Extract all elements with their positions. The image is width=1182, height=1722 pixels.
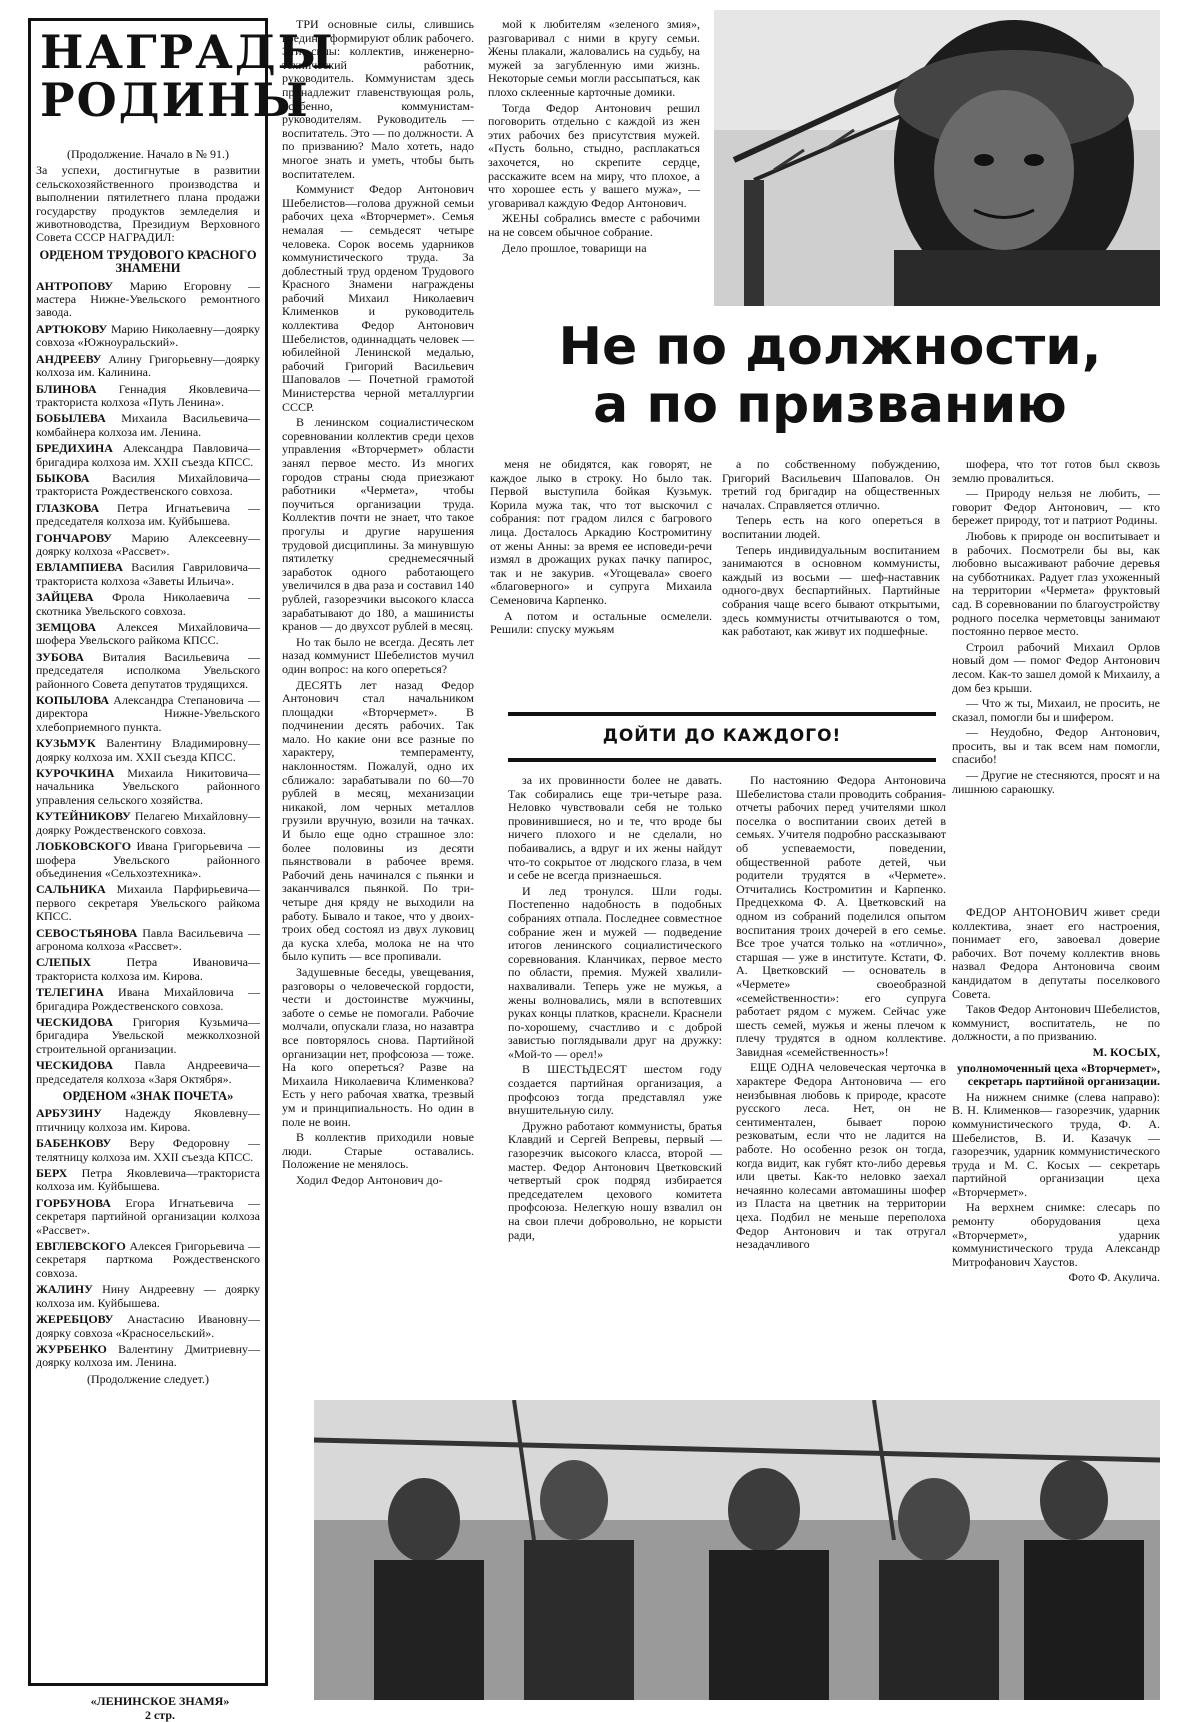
- continued-end: (Продолжение следует.): [87, 1371, 209, 1386]
- award-recipient-name: АРТЮКОВУ: [36, 321, 108, 336]
- award-recipient-details: Ивана Григорьевича — шофера Увельского районного объединения «Сельхозтехника».: [36, 839, 260, 880]
- award-recipient-details: Александра Павловича—бригадира колхоза им. XXII съезда КПСС.: [36, 441, 260, 469]
- award-recipient-name: ГЛАЗКОВА: [36, 500, 100, 515]
- award-entry: [36, 1059, 260, 1086]
- award-recipient-details: Михаила Васильевича—комбайнера колхоза им. Ленина.: [36, 411, 260, 439]
- page-footer: [60, 1694, 260, 1722]
- article-paragraph: И лед тронулся. Шли годы. Постепенно надобность в подобных собраниях отпала. Последнее совместное собрание жен и мужей — подведение итогов ленинского социалистического соревнования. Кланчиках, первое место по области, премия. Мужей хвалили-нахваливали. Теперь уже не мужья, а жены волновались, мяли в вспотевших руках концы платков, краснели. Краснели по-хорошему, счастливо и с доброй завистью поглядывали друг на дружку: «Мой-то — орел!»: [508, 883, 722, 1061]
- award-entry: [36, 694, 260, 734]
- award-entry: [36, 353, 260, 380]
- article-paragraph: — Природу нельзя не любить, — говорит Федор Антонович, — кто бережет природу, тот и патриот Родины.: [952, 486, 1160, 528]
- article-paragraph: Но так было не всегда. Десять лет назад коммунист Шебелистов мучил один вопрос: на кого опереться?: [282, 634, 474, 676]
- award-list-1: [36, 280, 260, 1086]
- award-recipient-name: ГОРБУНОВА: [36, 1195, 111, 1210]
- award-recipient-details: Алексея Михайловича—шофера Увельского райкома КПСС.: [36, 620, 260, 648]
- article-paragraph: Любовь к природе он воспитывает и в рабочих. Посмотрели бы вы, как любовно высаживают рабочие деревья на субботниках. Радует глаз ухоженный на территории «Чермета» фруктовый сад. В соревновании по благоустройству родного поселка черметовцы занимают постоянно первое место.: [952, 528, 1160, 639]
- award-recipient-details: Нину Андреевну — доярку колхоза им. Куйбышева.: [36, 1282, 260, 1310]
- award-recipient-details: Марию Егоровну — мастера Нижне-Увельского ремонтного завода.: [36, 278, 260, 320]
- award-entry: [36, 883, 260, 923]
- article-paragraph: Ходил Федор Антонович до-: [296, 1172, 443, 1187]
- article-paragraph: Теперь есть на кого опереться в воспитании людей.: [722, 513, 940, 541]
- award-list-2: [36, 1107, 260, 1369]
- awards-title-line1: НАГРАДЫ: [40, 25, 335, 79]
- workers-group-photo-illustration: [314, 1400, 1160, 1700]
- award-entry: [36, 927, 260, 954]
- award-entry: [36, 591, 260, 618]
- award-recipient-details: Петра Ивановича— тракториста колхоза им. Кирова.: [36, 955, 260, 983]
- article-col-2: [488, 18, 700, 308]
- headline-line-1: Не по должности,: [558, 317, 1102, 377]
- awards-list: [36, 148, 260, 1389]
- award-entry: [36, 442, 260, 469]
- award-recipient-name: КУТЕЙНИКОВУ: [36, 809, 131, 824]
- awards-title-line2: РОДИНЫ: [40, 73, 310, 127]
- award-recipient-name: АНТРОПОВУ: [36, 278, 114, 293]
- author-signature: М. КОСЫХ,: [1092, 1044, 1160, 1059]
- award-recipient-name: БЕРХ: [36, 1166, 68, 1181]
- award-recipient-name: ТЕЛЕГИНА: [36, 985, 104, 1000]
- award-entry: [36, 956, 260, 983]
- article-paragraph: ЕЩЕ ОДНА человеческая черточка в характере Федора Антоновича — его неизбывная любовь к природе, красоте русского леса. Нет, он не сентиментален, бывает порою резковатым, если что не ладится на работе. Но особенно резок он тогда, когда видит, как губят кто-либо деревья или цветы. Как-то неловко заехал нечаянно колесами автомашины шофер из Пласта на цветник на территории цеха. Подбил не меньше переполоха Федор Антонович и так отругал незадачливого: [736, 1060, 946, 1252]
- award-recipient-name: СЛЕПЫХ: [36, 955, 92, 970]
- worker-photo-illustration: [714, 10, 1160, 306]
- award-recipient-name: КУЗЬМУК: [36, 736, 96, 751]
- award-entry: [36, 737, 260, 764]
- continued-note: (Продолжение. Начало в № 91.): [67, 148, 229, 161]
- award-recipient-details: Григория Кузьмича—бригадира Увельской межколхозной строительной организации.: [36, 1014, 260, 1056]
- award-recipient-details: Марию Алексеевну—доярку колхоза «Рассвет».: [36, 530, 260, 558]
- awards-title: [40, 25, 335, 127]
- award-recipient-details: Алексея Григорьевича — секретаря парткома Рождественского совхоза.: [36, 1239, 260, 1280]
- award-entry: [36, 840, 260, 880]
- award-entry: [36, 323, 260, 350]
- article-paragraph: Дружно работают коммунисты, братья Клавдий и Сергей Вепревы, первый — газорезчик высокого класса, второй — мастер. Федор Антонович Цветковский четвертый срок подряд избирается председателем цехового комитета профсоюза. Нелегкую ношу взвалил он на свои плечи добровольно, не корысти ради,: [508, 1118, 722, 1242]
- award-recipient-name: ЗУБОВА: [36, 649, 84, 664]
- award-recipient-name: ЕВГЛЕВСКОГО: [36, 1239, 126, 1254]
- article-paragraph: — Что ж ты, Михаил, не просить, не сказал, помогли бы и шифером.: [952, 696, 1160, 724]
- lower-photo: [314, 1400, 1160, 1700]
- order-heading-2: ОРДЕНОМ «ЗНАК ПОЧЕТА»: [62, 1089, 234, 1103]
- award-recipient-details: Марию Николаевну—доярку совхоза «Южноуральский».: [36, 321, 260, 350]
- award-recipient-name: БАБЕНКОВУ: [36, 1136, 112, 1151]
- award-entry: [36, 472, 260, 499]
- award-recipient-details: Василия Михайловича— тракториста Рождественского совхоза.: [36, 470, 260, 499]
- article-paragraph: ЖЕНЫ собрались вместе с рабочими на не совсем обычное собрание.: [488, 211, 700, 239]
- article-paragraph: Строил рабочий Михаил Орлов новый дом — помог Федор Антонович лесом. Как-то зашел домой к Михаилу, а дом без крыши.: [952, 639, 1160, 695]
- award-entry: [36, 1016, 260, 1056]
- article-paragraph: — Другие не стесняются, просят и на лишнюю сараюшку.: [952, 768, 1160, 796]
- award-entry: [36, 383, 260, 410]
- article-paragraph: В ленинском социалистическом соревновании коллектив среди цехов управления «Вторчермет» области занял первое место. Из многих городов страны сюда приезжают работники «Чермета», чтобы поучиться организации труда. Коллектив почти не знает, что такое прогулы и другие нарушения трудовой дисциплины. За минувшую пятилетку среднемесячный заработок одного работающего увеличился в два раза и составил 140 рублей, газорезчики высокого класса зарабатывают до 180, а машинисты кранов — до двухсот рублей в месяц.: [282, 415, 474, 634]
- article-paragraph: ФЕДОР АНТОНОВИЧ живет среди коллектива, знает его настроения, понимает его, завоевал доверие рабочих. Вот почему коллектив вновь назвал Федора Антоновича своим кандидатом в депутаты поселкового Совета.: [952, 906, 1160, 1001]
- article-col-4b: [736, 774, 946, 1384]
- award-entry: [36, 621, 260, 648]
- award-recipient-details: Михаила Никитовича—начальника Увельского районного управления сельского хозяйства.: [36, 766, 260, 807]
- article-paragraph: Таков Федор Антонович Шебелистов, коммунист, воспитатель, не по должности, а по призванию.: [952, 1002, 1160, 1044]
- award-recipient-details: Павла Васильевича — агронома колхоза «Рассвет».: [36, 925, 260, 953]
- award-entry: [36, 532, 260, 559]
- page-number: 2 стр.: [144, 1708, 176, 1722]
- article-paragraph: шофера, что тот готов был сквозь землю провалиться.: [952, 458, 1160, 485]
- article-paragraph: ДЕСЯТЬ лет назад Федор Антонович стал начальником площадки «Вторчермет». В подчинении десять рабочих. Так мало. Но какие они все разные по характеру, темпераменту, наклонностям. Пожалуй, одно их сближало: зарабатывали по 60—70 рублей в месяц, механизации никакой, лом черных металлов грузили вручную, возили на тачках. И было еще одно страшное зло: более половины из десяти пьянствовали в рабочее время. Рабочий день начинался с пьянки и заканчивался пьянкой. По три-четыре дня кряду не выходили на работу. Бывало и такое, что у двоих-троих обед состоял из двух луковиц да куска хлеба, молока не на что было купить — все пропивали.: [282, 677, 474, 964]
- award-entry: [36, 561, 260, 588]
- award-recipient-name: ЧЕСКИДОВА: [36, 1014, 114, 1029]
- award-recipient-details: Фрола Николаевича — скотника Увельского совхоза.: [36, 590, 260, 618]
- article-paragraph: Теперь индивидуальным воспитанием занимаются в основном коммунисты, каждый из восьми — шеф-наставник одного-двух беспартийных. Партийные собрания чаще всего бывают открытыми, здесь коммунисты отчитываются о том, как работают, как живут их подшефные.: [722, 542, 940, 639]
- award-recipient-details: Василия Гавриловича—тракториста колхоза «Заветы Ильича».: [36, 560, 260, 588]
- subhead-rule-top: [508, 712, 936, 716]
- article-col-5: [952, 458, 1160, 898]
- award-recipient-details: Павла Андреевича—председателя колхоза «Заря Октября».: [36, 1058, 260, 1086]
- award-entry: [36, 412, 260, 439]
- award-entry: [36, 651, 260, 691]
- award-recipient-name: БРЕДИХИНА: [36, 441, 113, 456]
- article-headline: [510, 318, 1150, 434]
- award-recipient-name: КОПЫЛОВА: [36, 693, 110, 708]
- upper-photo: [714, 10, 1160, 306]
- award-recipient-name: ЗЕМЦОВА: [36, 620, 97, 634]
- award-recipient-name: ЛОБКОВСКОГО: [36, 839, 132, 854]
- award-entry: [36, 1313, 260, 1340]
- award-entry: [36, 502, 260, 529]
- award-recipient-name: СЕВОСТЬЯНОВА: [36, 925, 138, 940]
- award-recipient-details: Егора Игнатьевича — секретаря партийной организации колхоза «Рассвет».: [36, 1195, 260, 1237]
- subhead: ДОЙТИ ДО КАЖДОГО!: [602, 726, 842, 746]
- lower-photo-caption: На нижнем снимке (слева направо): В. Н. Клименков— газорезчик, ударник коммунистического труда, Ф. А. Шебелистов, В. И. Казачук — газорезчик, ударник коммунистического труда и М. С. Косых — секретарь партийной организации цеха «Вторчермет».: [952, 1089, 1160, 1199]
- award-recipient-details: Валентину Владимировну— доярку колхоза им. XXII съезда КПСС.: [36, 736, 260, 764]
- award-entry: [36, 986, 260, 1013]
- article-paragraph: По настоянию Федора Антоновича Шебелистова стали проводить собрания-отчеты рабочих перед учителями школ поселка о воспитании своих детей в семьях. Учителя подробно рассказывают об успеваемости, поведении, общественной работе детей, чьи родители трудятся в «Чермете». Отчитались Костромитин и Карпенко. Предцехкома Ф. А. Цветковский на одном из собраний поделился опытом воспитания троих дочерей в его семье. Все трое учатся только на «отлично», старшая — уже в институте. Кстати, Ф. А. Цветковский — основатель в «Чермете» своеобразной «семейственности»: его супруга работает рядом с мужем. Сейчас уже шесть семей, мужья и жены плечом к плечу трудятся в одном коллективе. Завидная «семейственность»!: [736, 774, 946, 1059]
- photo-credit: Фото Ф. Акулича.: [1068, 1270, 1160, 1285]
- award-recipient-name: БЫКОВА: [36, 470, 90, 485]
- article-col-5b: [952, 906, 1160, 1390]
- award-recipient-name: ЕВЛАМПИЕВА: [36, 560, 124, 575]
- award-recipient-details: Петра Игнатьевича —председателя колхоза им. Куйбышева.: [36, 500, 260, 529]
- award-recipient-details: Пелагею Михайловну—доярку Рождественского совхоза.: [36, 809, 260, 837]
- article-paragraph: ТРИ основные силы, слившись воедино, формируют облик рабочего. Эти силы: коллектив, инженерно-технический работник, руководитель. Коммунистам здесь принадлежит главенствующая роль, особенно, коммунистам-руководителям. Руководитель — воспитатель. Это — по должности. А по призванию? Мало хотеть, надо многое знать и уметь, чтобы быть воспитателем.: [282, 18, 474, 181]
- award-recipient-details: Валентину Дмитриевну— доярку колхоза им. Ленина.: [36, 1341, 260, 1370]
- award-recipient-details: Веру Федоровну — телятницу колхоза им. XXII съезда КПСС.: [36, 1136, 260, 1164]
- award-recipient-name: БЛИНОВА: [36, 381, 97, 396]
- award-entry: [36, 280, 260, 320]
- article-col-3b: [508, 774, 722, 1384]
- article-col-1: [282, 18, 474, 1398]
- article-paragraph: В ШЕСТЬДЕСЯТ шестом году создается партийная организация, а профсоюз тогда представлял уже внушительную силу.: [508, 1062, 722, 1118]
- award-recipient-details: Петра Яковлевича—тракториста колхоза им. Куйбышева.: [36, 1166, 260, 1194]
- award-entry: [36, 1107, 260, 1134]
- award-recipient-name: САЛЬНИКА: [36, 882, 106, 897]
- author-role: уполномоченный цеха «Вторчермет», секретарь партийной организации.: [956, 1060, 1160, 1089]
- order-heading-1: ОРДЕНОМ ТРУДОВОГО КРАСНОГО ЗНАМЕНИ: [39, 247, 257, 276]
- award-recipient-name: ЗАЙЦЕВА: [36, 590, 94, 605]
- headline-line-2: а по призванию: [593, 375, 1067, 435]
- article-paragraph: меня не обидятся, как говорят, не каждое лыко в строку. Но было так. Первой выступила бойкая Кузьмук. Корила мужа так, что тот выскочил с собрания: пот градом лился с багрового лица. Досталось Аркадию Костромитину от жены Анны: за время ее исповеди-речи измял в дрожащих руках пачку папирос, так и не закурив. «Угощевала» своего «благоверного» и супруга Михаила Семеновича Карпенко.: [490, 458, 712, 607]
- article-paragraph: Коммунист Федор Антонович Шебелистов—голова дружной семьи рабочих цеха «Вторчермет». Семья немалая — семьдесят четыре человека. Сорок восемь ударников коммунистического труда. За доблестный труд орденом Трудового Красного Знамени награждены рабочий Михаил Николаевич Клименков и руководитель коллектива Федор Антонович Шебелистов, одиннадцать человек — юбилейной Ленинской медалью, рабочий Григорий Васильевич Шаповалов — Почетной грамотой Министерства черной металлургии СССР.: [282, 182, 474, 414]
- subhead-rule-bottom: [508, 758, 936, 762]
- article-paragraph: Дело прошлое, товарищи на: [502, 240, 647, 255]
- award-recipient-name: АНДРЕЕВУ: [36, 351, 102, 366]
- award-recipient-details: Виталия Васильевича —председателя исполкома Увельского районного Совета депутатов трудящихся.: [36, 649, 260, 691]
- article-col-3: [490, 458, 712, 694]
- award-recipient-name: КУРОЧКИНА: [36, 766, 115, 781]
- award-recipient-details: Михаила Парфирьевича—первого секретаря Увельского райкома КПСС.: [36, 882, 260, 924]
- award-recipient-details: Геннадия Яковлевича—тракториста колхоза «Путь Ленина».: [36, 381, 260, 409]
- award-recipient-name: ЖАЛИНУ: [36, 1282, 93, 1297]
- award-recipient-details: Надежду Яковлевну—птичницу колхоза им. Кирова.: [36, 1106, 260, 1134]
- article-paragraph: Тогда Федор Антонович решил поговорить отдельно с каждой из жен этих рабочих без присутствия мужей. «Пусть больно, стыдно, расплакаться захочется, но скрепите сердце, расскажите всем на миру, что плохое, а что хорошее есть у вашего мужа», — уговаривал каждую Федор Антонович.: [488, 100, 700, 210]
- award-recipient-details: Анастасию Ивановну— доярку совхоза «Красносельский».: [36, 1312, 260, 1340]
- award-entry: [36, 1197, 260, 1237]
- award-recipient-name: БОБЫЛЕВА: [36, 411, 106, 426]
- award-entry: [36, 1283, 260, 1310]
- article-paragraph: А потом и остальные осмелели. Решили: спуску мужьям: [490, 608, 712, 637]
- award-recipient-details: Алину Григорьевну—доярку колхоза им. Калинина.: [36, 351, 260, 380]
- article-paragraph: Задушевные беседы, увещевания, разговоры о человеческой гордости, чести и достоинстве мужчины, заботе о семье не помогали. Рабочие молчали, опускали глаза, но назавтра все повторялось снова. Партийной организации нет, профсоюза — тоже. На кого опереться? Разве на Михаила Николаевича Клименкова? Есть у него рабочая хватка, трезвый ум и принципиальность. Но один в поле не воин.: [282, 964, 474, 1129]
- award-recipient-details: Александра Степановича — директора Нижне-Увельского хлебоприемного пункта.: [36, 693, 260, 734]
- award-recipient-name: АРБУЗИНУ: [36, 1106, 102, 1121]
- article-paragraph: мой к любителям «зеленого змия», разговаривал с ними в кругу семьи. Жены плакали, жаловались на судьбу, на мужей за загубленную ими жизнь. Некоторые семьи могли рассыпаться, как плохо склеенные карточные домики.: [488, 18, 700, 99]
- award-recipient-name: ЖЕРЕБЦОВУ: [36, 1312, 114, 1327]
- article-paragraph: В коллектив приходили новые люди. Старые оставались. Положение не менялось.: [282, 1130, 474, 1172]
- article-paragraph: а по собственному побуждению, Григорий Васильевич Шаповалов. Он третий год бригадир на общественных началах. Справляется отлично.: [722, 458, 940, 512]
- award-entry: [36, 1343, 260, 1370]
- award-entry: [36, 1240, 260, 1280]
- award-recipient-name: ЖУРБЕНКО: [36, 1341, 107, 1356]
- paper-name: «ЛЕНИНСКОЕ ЗНАМЯ»: [90, 1694, 230, 1708]
- upper-photo-caption: На верхнем снимке: слесарь по ремонту оборудования цеха «Вторчермет», ударник коммунистического труда Александр Митрофанович Хаустов.: [952, 1200, 1160, 1269]
- award-recipient-name: ГОНЧАРОВУ: [36, 530, 112, 545]
- award-entry: [36, 810, 260, 837]
- award-entry: [36, 767, 260, 807]
- awards-intro: За успехи, достигнутые в развитии сельскохозяйственного производства и выполнении пятилетнего плана продажи государству продуктов земледелия и животноводства, Президиум Верховного Совета СССР НАГРАДИЛ:: [36, 163, 260, 245]
- article-col-4: [722, 458, 940, 694]
- article-paragraph: — Неудобно, Федор Антонович, просить, вы и так всем нам помогли, спасибо!: [952, 725, 1160, 767]
- article-paragraph: за их провинности более не давать. Так собирались еще три-четыре раза. Неловко чувствовали себя не только провинившиеся, но и те, что вроде бы ничего плохого и не сделали, но побаивались, а вдруг и их жены найдут что-то сокрытое от людского глаза, в чем и себе не всегда признаешься.: [508, 774, 722, 883]
- award-entry: [36, 1167, 260, 1194]
- award-recipient-name: ЧЕСКИДОВА: [36, 1058, 114, 1073]
- award-entry: [36, 1137, 260, 1164]
- award-recipient-details: Ивана Михайловича — бригадира Рождественского совхоза.: [36, 985, 260, 1013]
